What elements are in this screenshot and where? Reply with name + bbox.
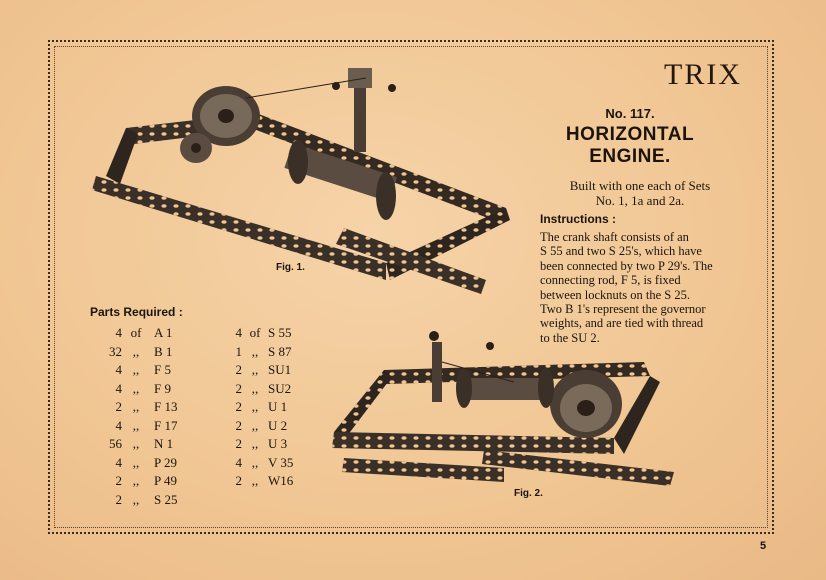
part-of: ,, [251,380,259,396]
parts-table [90,324,308,509]
part-of: ,, [251,454,259,470]
part-quantity: 2 [115,491,122,507]
part-code: U 3 [268,436,288,451]
part-of: ,, [251,343,259,359]
parts-row [90,472,308,491]
instructions-line: The crank shaft consists of an [540,230,689,244]
part-of: ,, [251,362,259,377]
part-quantity: 2 [235,362,242,377]
part-code: W16 [268,473,294,488]
part-of: ,, [132,399,140,414]
subtitle-line-2: No. 1, 1a and 2a. [595,193,685,208]
fig1-caption: Fig. 1. [276,262,305,273]
part-quantity: 2 [235,436,242,451]
part-code: F 5 [154,362,171,377]
part-code: U 1 [268,399,288,414]
part-code: F 17 [154,417,178,433]
parts-row [90,491,308,510]
brand-logo-text: TRIX [664,58,742,91]
part-code: N 1 [154,436,174,451]
part-quantity: 4 [115,325,122,340]
part-quantity [218,491,242,510]
instructions-line: between locknuts on the S 25. [540,287,690,302]
part-of: ,, [132,473,140,488]
parts-row [90,398,308,417]
parts-row [90,343,308,362]
part-of: ,, [132,417,140,433]
part-quantity: 56 [109,436,122,451]
part-quantity: 2 [115,399,122,414]
instructions-line: S 55 and two S 25's, which have [540,244,702,259]
instructions-line: been connected by two P 29's. The [540,258,713,273]
part-code: S 87 [268,343,292,359]
part-of: ,, [251,436,259,451]
part-of: of [249,325,261,340]
instructions-line: weights, and are tied with thread [540,316,704,331]
part-quantity: 4 [235,454,242,470]
parts-row [90,417,308,436]
parts-heading: Parts Required : [90,305,183,319]
part-of: of [130,325,142,340]
part-quantity: 2 [235,473,242,488]
part-of [242,491,268,510]
part-quantity: 4 [115,362,122,377]
fig1-engine-photo [86,58,526,302]
part-code: F 13 [154,399,178,414]
part-code: S 55 [268,325,292,340]
part-of: ,, [132,454,140,470]
instructions-line: Two B 1's represent the governor [540,302,706,317]
instructions-line: connecting rod, F 5, is fixed [540,273,681,288]
parts-row [90,380,308,399]
part-code: U 2 [268,417,288,433]
part-of: ,, [132,362,140,377]
part-of: ,, [132,491,140,507]
part-code [268,491,308,510]
part-of: ,, [132,380,140,396]
part-quantity: 2 [235,399,242,414]
part-code: A 1 [154,325,173,340]
instructions-body [540,230,740,345]
part-code: P 49 [154,473,177,488]
parts-row [90,435,308,454]
parts-row [90,324,308,343]
part-code: F 9 [154,380,171,396]
part-quantity: 1 [235,343,242,359]
subtitle-line-1: Built with one each of Sets [569,178,711,193]
part-quantity: 4 [235,325,242,340]
part-code: SU2 [268,380,292,396]
page-number: 5 [760,540,767,552]
part-quantity: 4 [115,454,122,470]
part-code: P 29 [154,454,177,470]
part-of: ,, [132,436,140,451]
part-of: ,, [251,417,259,433]
part-quantity: 32 [109,343,122,359]
page-title-line-1: HORIZONTAL [565,124,695,145]
part-quantity: 4 [115,417,122,433]
parts-row [90,454,308,473]
fig2-caption: Fig. 2. [514,488,543,499]
part-of: ,, [251,399,259,414]
part-quantity: 2 [235,380,242,396]
parts-row [90,361,308,380]
part-code: V 35 [268,454,294,470]
instructions-heading: Instructions : [540,212,617,226]
part-code: SU1 [268,362,292,377]
part-code: S 25 [154,491,178,507]
part-quantity: 2 [235,417,242,433]
fig2-engine-photo [314,322,678,514]
instructions-line: to the SU 2. [540,330,600,345]
part-quantity: 2 [115,473,122,488]
model-number: No. 117. [605,106,655,121]
part-code: B 1 [154,343,173,359]
part-of: ,, [132,343,140,359]
part-of: ,, [251,473,259,488]
part-quantity: 4 [115,380,122,396]
page-title-line-2: ENGINE. [589,146,671,167]
